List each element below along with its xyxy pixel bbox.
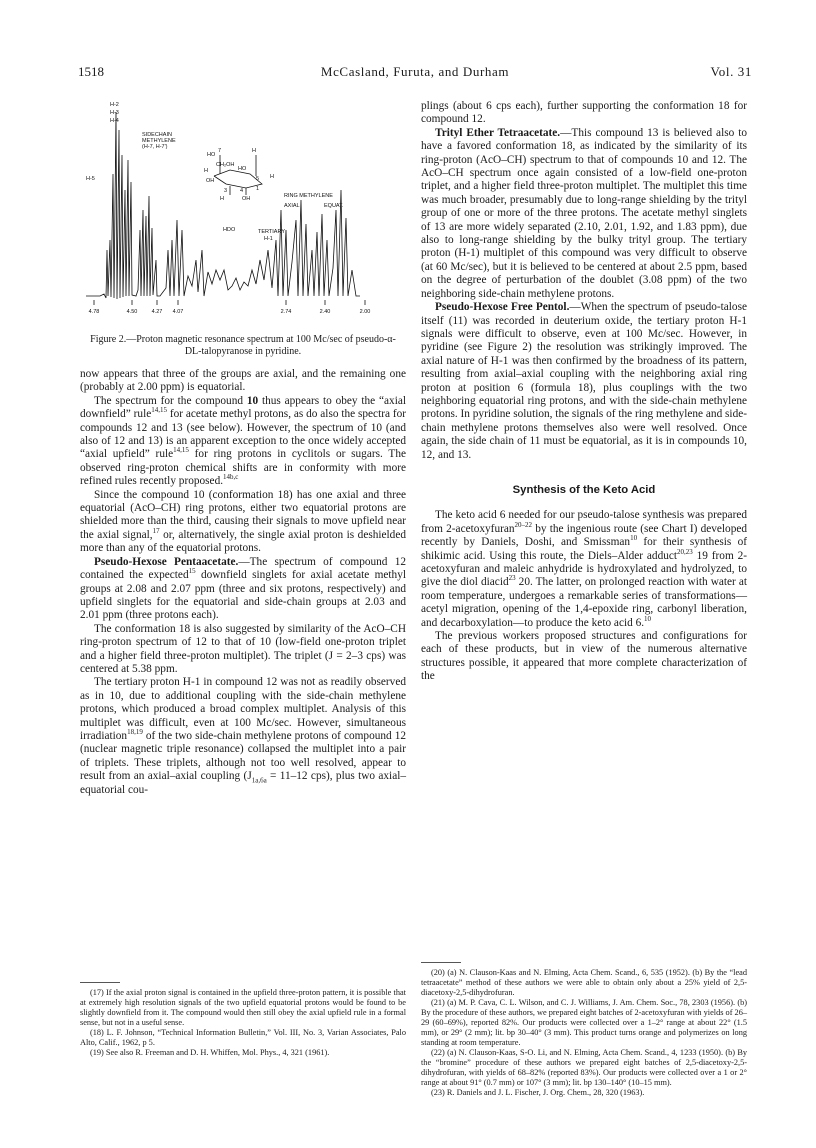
label-tertiary-2: H-1: [264, 236, 273, 242]
svg-text:H: H: [220, 196, 224, 202]
svg-text:H: H: [252, 148, 256, 154]
tick-label-407: 4.07: [172, 309, 184, 315]
svg-text:HO: HO: [238, 166, 247, 172]
svg-text:H: H: [204, 168, 208, 174]
label-hdo: HDO: [223, 227, 236, 233]
paragraph: Trityl Ether Tetraacetate.—This compound 13 is believed also to have a favored conformation 18, as indicated by the similarity of its ring-proton (AcO–CH) spectrum to that of compounds 10 and 12. The AcO–CH spectrum once again consisted of a low-field one-proton triplet, and a higher field three-proton multiplet. The multiplet this time was much broader, presumably due to long-range shielding by the trityl group of one or more of the three protons. The acetate methyl singlets of 13 are more widely separated (2.10, 2.01, 1.92, and 1.83 ppm), due also to long-range shielding by the bulky trityl group. The tertiary proton (H-1) multiplet of this compound was very difficult to observe (at 60 Mc/sec), but it is believed to be centered at about 2.5 ppm, based on the degree of perturbation of the doublet (3.08 ppm) of the two neighboring side-chain methylene protons.: [421, 126, 747, 300]
footnote: (23) R. Daniels and J. L. Fischer, J. Org. Chem., 28, 320 (1963).: [431, 1088, 645, 1097]
label-h3: H-3: [110, 110, 119, 116]
structure-drawing: [204, 148, 274, 202]
label-ring-methylene: RING METHYLENE: [284, 193, 333, 199]
label-sidechain-1: SIDECHAIN: [142, 132, 172, 138]
nmr-spectrum: [80, 100, 406, 328]
paragraph: Pseudo-Hexose Pentaacetate.—The spectrum of compound 12 contained the expected$^{15}$ downfield singlets for axial acetate methyl groups at 2.08 and 2.07 ppm (three and six protons, respectively) and upfield singlets for the equatorial and side-chain groups at 2.03 and 2.01 ppm (three protons each).: [80, 555, 406, 622]
subsection-heading: Trityl Ether Tetraacetate.: [435, 126, 561, 139]
svg-text:5: 5: [256, 176, 260, 182]
tick-label-200: 2.00: [359, 309, 371, 315]
tick-label-240: 2.40: [319, 309, 331, 315]
spectrum-trace: [86, 112, 360, 299]
subsection-heading: Pseudo-Hexose Pentaacetate.: [94, 555, 239, 568]
label-sidechain-3: (H-7, H-7'): [142, 144, 168, 150]
svg-text:CH₂OH: CH₂OH: [216, 162, 235, 168]
footnote: (21) (a) M. P. Cava, C. L. Wilson, and C. J. Williams, J. Am. Chem. Soc., 78, 2303 (1956). (b) By the procedure of these authors, we prepared eight batches of 2-acetoxyfuran with yields of 26–29 (60–69%), reported 82%. Our products were collected over a 1–2° range at about 22° (1.5 mm), or 29° (2 mm); lit. bp 30–40° (3 mm). This product turns orange and polymerizes on long standing at room temperature.: [421, 998, 747, 1047]
paragraph: plings (about 6 cps each), further supporting the conformation 18 for compound 12.: [421, 100, 747, 126]
paragraph: The previous workers proposed structures and configurations for each of these products, but in view of the numerous alternative structures possible, it appeared that more complete characterization of the: [421, 630, 747, 683]
running-title: McCasland, Furuta, and Durham: [320, 64, 510, 79]
subsection-heading: Pseudo-Hexose Free Pentol.: [435, 301, 570, 314]
paragraph: The keto acid 6 needed for our pseudo-talose synthesis was prepared from 2-acetoxyfuran$^{20-22}$ by the ingenious route (see Chart I) developed recently by Daniels, Doshi, and Smissman$^{10}$ for their synthesis of shikimic acid. Using this route, the Diels–Alder adduct$^{20,23}$ 19 from 2-acetoxyfuran and maleic anhydride is hydroxylated and hydrolyzed, to give the diol diacid$^{23}$ 20. The latter, on prolonged reaction with water at room temperature, undergoes a remarkable series of transformations—acetyl migration, opening of the 1,4-epoxide ring, carbonyl liberation, and decarboxylation—to produce the keto acid 6.10: [421, 509, 747, 629]
right-column: [421, 100, 747, 684]
svg-text:HO: HO: [207, 152, 216, 158]
label-sidechain-2: METHYLENE: [142, 138, 176, 144]
running-header: [78, 64, 752, 84]
footnote-rule: [421, 962, 461, 963]
footnote: (18) L. F. Johnson, “Technical Information Bulletin,” Vol. III, No. 3, Varian Associates, Palo Alto, Calif., 1962, p 5.: [80, 1028, 406, 1047]
figure-2: [80, 100, 406, 328]
svg-text:OH: OH: [206, 178, 215, 184]
tick-label-274: 2.74: [280, 309, 292, 315]
page-number: 1518: [78, 64, 104, 79]
svg-text:4: 4: [240, 188, 244, 194]
figure-caption: Figure 2.—Proton magnetic resonance spectrum at 100 Mc/sec of pseudo-α-DL-talopyranose in pyridine.: [90, 334, 396, 357]
footnote: (20) (a) N. Clauson-Kaas and N. Elming, Acta Chem. Scand., 6, 535 (1952). (b) By the “lead tetraacetate” method of these authors we were able to obtain only about a 25% yield of 2,5-diacetoxy-2,5-dihydrofuran.: [421, 968, 747, 997]
paragraph: now appears that three of the groups are axial, and the remaining one (probably at 2.00 ppm) is equatorial.: [80, 368, 406, 394]
left-column: [80, 100, 406, 797]
svg-text:3: 3: [224, 188, 228, 194]
tick-label-427: 4.27: [151, 309, 163, 315]
svg-text:7: 7: [218, 148, 222, 154]
volume-label: Vol. 31: [710, 64, 752, 79]
footnote: (17) If the axial proton signal is contained in the upfield three-proton pattern, it is possible that at extremely high resolution signals of the two upfield equatorial protons would be found to be slightly downfield from it. The compound would then still obey the axial upfield rule in a formal sense, but not in a useful sense.: [80, 988, 406, 1027]
paragraph: The conformation 18 is also suggested by similarity of the AcO–CH ring-proton spectrum of 12 to that of 10 (low-field one-proton triplet and a higher field three-proton multiplet). The triplet (J = 2–3 cps) was centered at 5.38 ppm.: [80, 622, 406, 675]
footnotes-left: [80, 988, 406, 1058]
svg-text:H: H: [270, 174, 274, 180]
footnote: (19) See also R. Freeman and D. H. Whiffen, Mol. Phys., 4, 321 (1961).: [90, 1048, 330, 1057]
footnotes-right: [421, 968, 747, 1098]
svg-text:OH: OH: [242, 196, 251, 202]
paragraph: The tertiary proton H-1 in compound 12 was not as readily observed as in 10, due to additional coupling with the side-chain methylene protons, which produced a broad complex multiplet. Analysis of this multiplet was difficult, even at 100 Mc/sec. However, simultaneous irradiation$^{18,19}$ of the two side-chain methylene protons of compound 12 (nuclear magnetic triple resonance) collapsed the multiplet into a pair of triplets. These triplets, although not too well resolved, appear to result from an axial–axial coupling ($J_{1a,6a} = 11-12$ cps), plus two axial–equatorial cou-: [80, 676, 406, 796]
footnote: (22) (a) N. Clauson-Kaas, S-O. Li, and N. Elming, Acta Chem. Scand., 4, 1233 (1950). (b) By the “bromine” procedure of these authors we prepared eight batches of 2,5-diacetoxy-2,5-dihydrofuran, with yields of 68–82% (reported 83%). Our products were collected over a 1 or 2° range at about 91° (0.7 mm) or 107° (3 mm); lit. bp 130–140° (10–15 mm).: [421, 1048, 747, 1087]
label-tertiary-1: TERTIARY: [258, 229, 285, 235]
footnote-rule: [80, 982, 120, 983]
label-h4: H-4: [110, 118, 119, 124]
label-h2: H-2: [110, 102, 119, 108]
section-heading: Synthesis of the Keto Acid: [512, 483, 656, 496]
label-axial: AXIAL: [284, 203, 300, 209]
svg-text:1: 1: [256, 186, 260, 192]
paragraph: The spectrum for the compound 10 thus appears to obey the “axial downfield” rule$^{14,15}$ for acetate methyl protons, as do also the spectra for compounds 12 and 13 (see below). However, the spectrum of 10 (and also of 12 and 13) is an apparent exception to the once widely accepted “axial upfield” rule$^{14,15}$ for ring protons in cyclitols or sugars. The observed ring-proton chemical shifts are in conformity with more refined rules recently proposed.$^{14b,c}$: [80, 394, 407, 488]
label-h5: H-5: [86, 176, 95, 182]
paragraph: Pseudo-Hexose Free Pentol.—When the spectrum of pseudo-talose itself (11) was recorded in deuterium oxide, the tertiary proton H-1 signals were difficult to observe, even at 100 Mc/sec. However, in pyridine (see Figure 2) the resolution was strikingly improved. The axial nature of H-1 was then confirmed by the broadness of its pattern, resulting from axial–axial coupling with the neighboring axial ring proton at position 6 (formula 18), plus couplings with the two neighboring equatorial ring protons, and with the side-chain methylene protons. In pyridine solution, the signals of the ring methylene and side-chain methylene protons themselves also were well resolved. Once again, the side chain of 11 must be equatorial, as it is in compounds 10, 12, and 13.: [421, 301, 747, 461]
paragraph: Since the compound 10 (conformation 18) has one axial and three equatorial (AcO–CH) ring protons, either two equatorial protons are shielded more than the third, causing their signals to move upfield near the axial signal,$^{17}$ or, alternatively, the single axial proton is deshielded more than any of the equatorial protons.: [80, 488, 406, 555]
label-equat: EQUAT.: [324, 203, 344, 209]
tick-label-450: 4.50: [126, 309, 138, 315]
tick-label-478: 4.78: [88, 309, 100, 315]
